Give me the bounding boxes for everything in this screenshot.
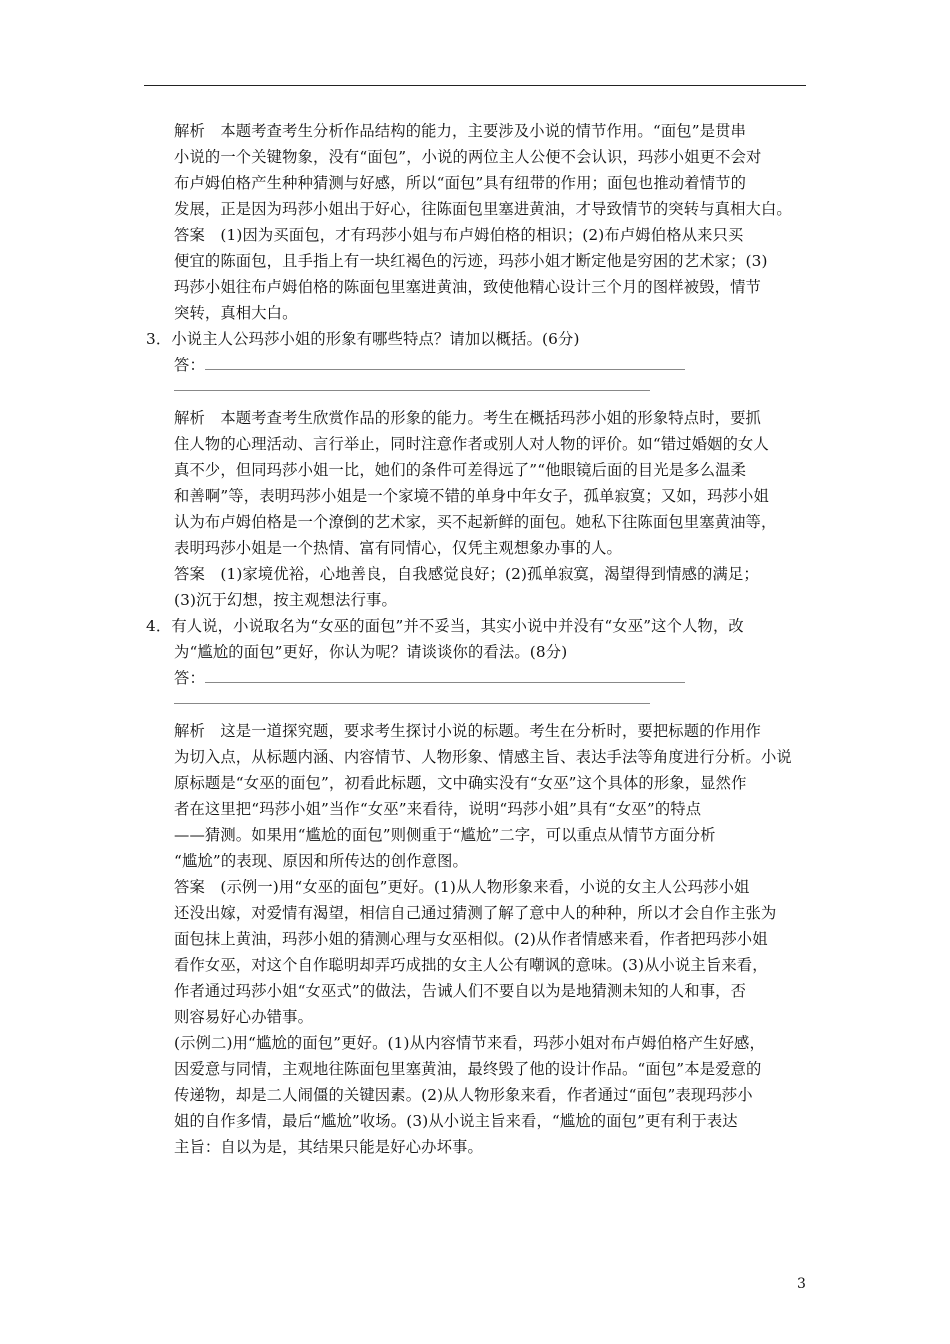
page-number: 3 [797, 1276, 806, 1292]
text-line: 答案 (1)家境优裕，心地善良，自我感觉良好；(2)孤单寂寞，渴望得到情感的满足； [174, 565, 759, 583]
text-line: 答案 (1)因为买面包，才有玛莎小姐与布卢姆伯格的相识；(2)布卢姆伯格从来只买 [174, 226, 744, 244]
answer-blank-line[interactable] [205, 369, 685, 370]
text-line: ——猜测。如果用“尴尬的面包”则侧重于“尴尬”二字，可以重点从情节方面分析 [174, 826, 716, 844]
text-line: 住人物的心理活动、言行举止，同时注意作者或别人对人物的评价。如“错过婚姻的女人 [174, 435, 769, 453]
text-line: 解析 本题考查考生分析作品结构的能力，主要涉及小说的情节作用。“面包”是贯串 [174, 122, 747, 140]
header-rule [144, 85, 806, 86]
text-line: 姐的自作多情，最后“尴尬”收场。(3)从小说主旨来看，“尴尬的面包”更有利于表达 [174, 1112, 738, 1130]
text-line: 因爱意与同情，主观地往陈面包里塞黄油，最终毁了他的设计作品。“面包”本是爱意的 [174, 1060, 762, 1078]
text-line: 真不少，但同玛莎小姐一比，她们的条件可差得远了”“他眼镜后面的目光是多么温柔 [174, 461, 747, 479]
text-line: 为切入点，从标题内涵、内容情节、人物形象、情感主旨、表达手法等角度进行分析。小说 [174, 748, 792, 766]
text-line: 看作女巫，对这个自作聪明却弄巧成拙的女主人公有嘲讽的意味。(3)从小说主旨来看， [174, 956, 768, 974]
text-line: (示例二)用“尴尬的面包”更好。(1)从内容情节来看，玛莎小姐对布卢姆伯格产生好感， [174, 1034, 765, 1052]
text-line: 3．小说主人公玛莎小姐的形象有哪些特点？请加以概括。(6分) [146, 330, 580, 348]
answer-blank-line[interactable] [174, 390, 650, 391]
text-line: 传递物，却是二人闹僵的关键因素。(2)从人物形象来看，作者通过“面包”表现玛莎小 [174, 1086, 753, 1104]
text-line: “尴尬”的表现、原因和所传达的创作意图。 [174, 852, 468, 870]
text-line: 作者通过玛莎小姐“女巫式”的做法，告诫人们不要自以为是地猜测未知的人和事，否 [174, 982, 747, 1000]
text-line: 解析 本题考查考生欣赏作品的形象的能力。考生在概括玛莎小姐的形象特点时，要抓 [174, 409, 761, 427]
text-line: 小说的一个关键物象，没有“面包”，小说的两位主人公便不会认识，玛莎小姐更不会对 [174, 148, 762, 166]
text-line: 者在这里把“玛莎小姐”当作“女巫”来看待，说明“玛莎小姐”具有“女巫”的特点 [174, 800, 702, 818]
text-line: 面包抹上黄油，玛莎小姐的猜测心理与女巫相似。(2)从作者情感来看，作者把玛莎小姐 [174, 930, 768, 948]
answer-blank-line[interactable] [174, 703, 650, 704]
text-line: 和善啊”等，表明玛莎小姐是一个家境不错的单身中年女子，孤单寂寞；又如，玛莎小姐 [174, 487, 769, 505]
text-line: 还没出嫁，对爱情有渴望，相信自己通过猜测了解了意中人的种种，所以才会自作主张为 [174, 904, 777, 922]
text-line: 答案 (示例一)用“女巫的面包”更好。(1)从人物形象来看，小说的女主人公玛莎小姐 [174, 878, 750, 896]
text-line: 解析 这是一道探究题，要求考生探讨小说的标题。考生在分析时，要把标题的作用作 [174, 722, 761, 740]
text-line: 突转，真相大白。 [174, 304, 298, 322]
text-line: 原标题是“女巫的面包”，初看此标题，文中确实没有“女巫”这个具体的形象，显然作 [174, 774, 747, 792]
text-line: 发展，正是因为玛莎小姐出于好心，往陈面包里塞进黄油，才导致情节的突转与真相大白。 [174, 200, 792, 218]
text-line: 答： [174, 356, 205, 374]
text-line: 表明玛莎小姐是一个热情、富有同情心，仅凭主观想象办事的人。 [174, 539, 622, 557]
text-line: 便宜的陈面包，且手指上有一块红褐色的污迹，玛莎小姐才断定他是穷困的艺术家；(3) [174, 252, 768, 270]
text-line: 布卢姆伯格产生种种猜测与好感，所以“面包”具有纽带的作用；面包也推动着情节的 [174, 174, 747, 192]
text-line: 主旨：自以为是，其结果只能是好心办坏事。 [174, 1138, 483, 1156]
text-line: 玛莎小姐往布卢姆伯格的陈面包里塞进黄油，致使他精心设计三个月的图样被毁，情节 [174, 278, 761, 296]
text-line: 4．有人说，小说取名为“女巫的面包”并不妥当，其实小说中并没有“女巫”这个人物，改 [146, 617, 744, 635]
text-line: 则容易好心办错事。 [174, 1008, 314, 1026]
text-line: 为“尴尬的面包”更好，你认为呢？请谈谈你的看法。(8分) [174, 643, 568, 661]
text-line: 答： [174, 669, 205, 687]
text-line: 认为布卢姆伯格是一个潦倒的艺术家，买不起新鲜的面包。她私下往陈面包里塞黄油等， [174, 513, 777, 531]
answer-blank-line[interactable] [205, 682, 685, 683]
text-line: (3)沉于幻想，按主观想法行事。 [174, 591, 397, 609]
